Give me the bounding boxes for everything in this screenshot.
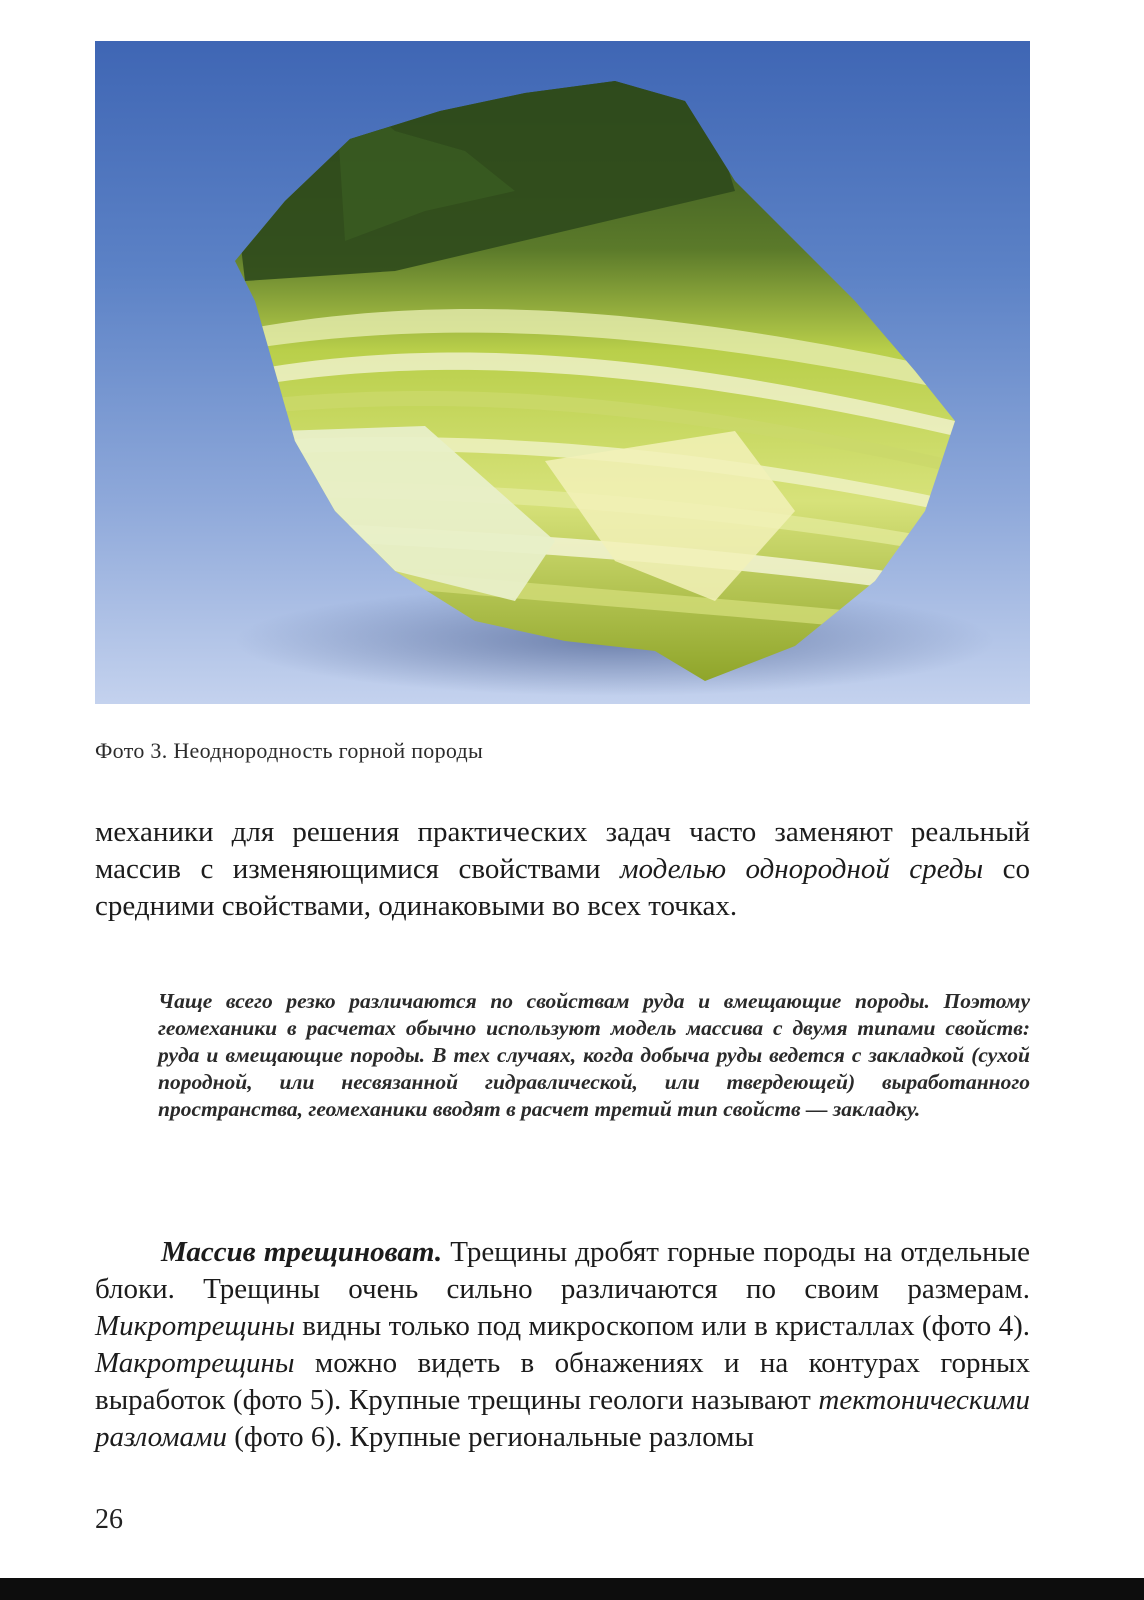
photo-caption: Фото 3. Неоднородность горной породы — [95, 738, 484, 763]
term-tectonic-faults: тектоническими разломами — [95, 1384, 1030, 1453]
note-paragraph: Чаще всего резко различаются по свойствам руда и вмещающие породы. Поэтому геомеханики в расчетах обычно используют модель массива с двумя типами свойств: руда и вмещающие породы. В тех случаях, когда добыча руды ведется с закладкой (сухой породной, или несвязанной гидравлической, или твердеющей) выработанного пространства, геомеханики вводят в расчет третий тип свойств — закладку. — [158, 989, 1030, 1121]
paragraph-2 — [95, 1234, 1030, 1456]
page-number: 26 — [95, 1504, 123, 1535]
paragraph-2-text-d: (фото 6). Крупные региональные разломы — [227, 1421, 754, 1453]
rock-photo — [95, 41, 1030, 704]
paragraph-1-text-b: со средними свойствами, одинаковыми во всех точках. — [95, 853, 1030, 922]
paragraph-1 — [95, 814, 1030, 925]
term-microcracks: Микротрещины — [95, 1310, 295, 1342]
term-homogeneous-model: моделью однородной среды — [619, 853, 984, 885]
paragraph-2-text-b: видны только под микроскопом или в кристаллах (фото 4). — [294, 1310, 1030, 1342]
paragraph-2-text-a: Трещины дробят горные породы на отдельные блоки. Трещины очень сильно различаются по своим размерам. — [95, 1236, 1031, 1305]
term-macrocracks: Макротрещины — [95, 1347, 295, 1379]
scan-bottom-border — [0, 1578, 1144, 1600]
rock-specimen-illustration — [95, 41, 1030, 704]
section-lead-heading: Массив трещиноват. — [161, 1236, 443, 1268]
paragraph-1-text-a: механики для решения практических задач часто заменяют реальный массив с изменяющимися свойствами — [95, 816, 1030, 885]
paragraph-2-text-c: можно видеть в обнажениях и на контурах горных выработок (фото 5). Крупные трещины геологи называют — [95, 1347, 1030, 1416]
